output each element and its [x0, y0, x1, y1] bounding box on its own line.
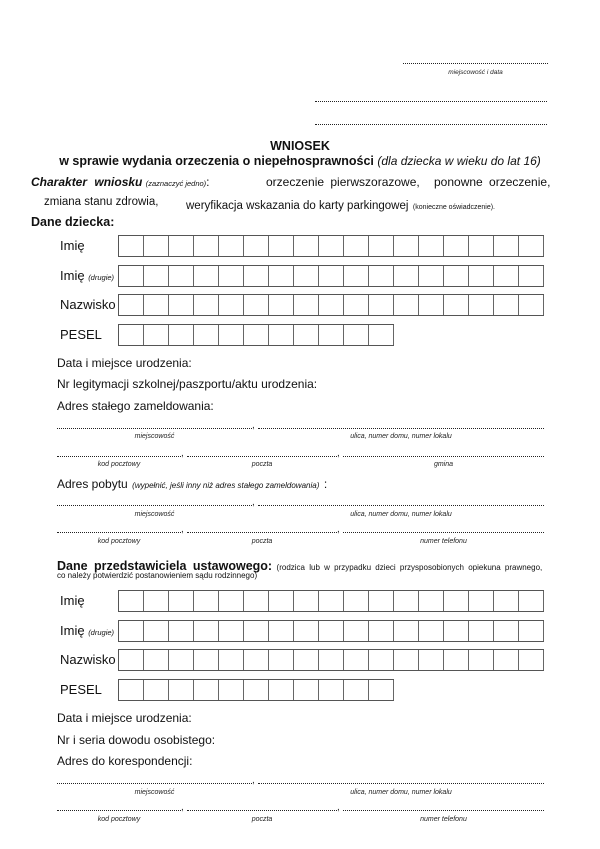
child-stay-post-caption: poczta [251, 538, 273, 545]
char-box[interactable] [519, 621, 544, 641]
char-box[interactable] [444, 650, 469, 670]
char-box[interactable] [469, 266, 494, 286]
char-box[interactable] [319, 236, 344, 256]
char-box[interactable] [369, 295, 394, 315]
child-pesel-label: PESEL [60, 327, 102, 342]
char-box[interactable] [219, 650, 244, 670]
child-second-name-boxes[interactable] [118, 265, 544, 287]
request-type-row-1: Charakter wniosku (zaznaczyć jedno): [31, 175, 210, 189]
child-stay-phone-caption: numer telefonu [420, 538, 467, 545]
option-parking-card[interactable]: weryfikacja wskazania do karty parkingowej [186, 200, 409, 212]
char-box[interactable] [344, 621, 369, 641]
char-box[interactable] [319, 325, 344, 345]
page-subtitle [0, 154, 600, 168]
char-box[interactable] [119, 266, 144, 286]
char-box[interactable] [244, 236, 269, 256]
char-box[interactable] [419, 236, 444, 256]
char-box[interactable] [394, 236, 419, 256]
char-box[interactable] [369, 680, 394, 700]
guardian-section-heading: Dane przedstawiciela ustawowego: (rodzica lub w przypadku dzieci przysposobionych opiekuna prawnego, [57, 559, 543, 573]
char-box[interactable] [419, 266, 444, 286]
option-health-change[interactable]: zmiana stanu zdrowia, [44, 196, 159, 208]
char-box[interactable] [469, 621, 494, 641]
char-box[interactable] [494, 236, 519, 256]
guardian-id-field[interactable] [57, 733, 544, 748]
char-box[interactable] [144, 325, 169, 345]
char-box[interactable] [294, 325, 319, 345]
char-box[interactable] [194, 680, 219, 700]
guardian-first-name-boxes[interactable] [118, 590, 544, 612]
char-box[interactable] [194, 591, 219, 611]
char-box[interactable] [394, 650, 419, 670]
child-perm-commune-line[interactable] [343, 456, 544, 457]
char-box[interactable] [269, 591, 294, 611]
char-box[interactable] [469, 591, 494, 611]
child-stay-postcode-caption: kod pocztowy [97, 538, 141, 545]
char-box[interactable] [144, 650, 169, 670]
guardian-corr-phone-line[interactable] [343, 810, 544, 811]
char-box[interactable] [444, 266, 469, 286]
char-box[interactable] [169, 266, 194, 286]
child-perm-street-line[interactable] [258, 428, 544, 429]
char-box[interactable] [244, 591, 269, 611]
child-document-field[interactable] [57, 377, 544, 392]
char-box[interactable] [419, 650, 444, 670]
child-document-label: Nr legitymacji szkolnej/paszportu/aktu urodzenia: [57, 377, 318, 391]
guardian-pesel-label: PESEL [60, 682, 102, 697]
guardian-surname-label: Nazwisko [60, 652, 116, 667]
char-box[interactable] [369, 266, 394, 286]
child-perm-commune-caption: gmina [433, 461, 454, 468]
char-box[interactable] [194, 266, 219, 286]
child-perm-post-line[interactable] [187, 456, 337, 457]
child-perm-city-line[interactable] [57, 428, 252, 429]
char-box[interactable] [269, 680, 294, 700]
char-box[interactable] [269, 236, 294, 256]
char-box[interactable] [444, 236, 469, 256]
char-box[interactable] [269, 295, 294, 315]
option-parking-note: (konieczne oświadczenie). [412, 204, 495, 211]
guardian-corr-phone-caption: numer telefonu [420, 816, 467, 823]
guardian-second-name-boxes[interactable] [118, 620, 544, 642]
char-box[interactable] [219, 621, 244, 641]
char-box[interactable] [444, 621, 469, 641]
char-box[interactable] [219, 266, 244, 286]
child-perm-street-caption: ulica, numer domu, numer lokalu [350, 433, 452, 440]
char-box[interactable] [494, 621, 519, 641]
char-box[interactable] [519, 236, 544, 256]
place-date-caption: miejscowość i data [448, 69, 503, 76]
guardian-corr-postcode-line[interactable] [57, 810, 181, 811]
subtitle-main: w sprawie wydania orzeczenia o niepełnosprawności [59, 154, 374, 168]
child-section-heading: Dane dziecka: [31, 215, 115, 229]
child-stay-address-heading: Adres pobytu (wypełnić, jeśli inny niż adres stałego zameldowania) : [57, 477, 328, 491]
char-box[interactable] [169, 650, 194, 670]
char-box[interactable] [194, 325, 219, 345]
child-stay-postcode-line[interactable] [57, 532, 181, 533]
char-box[interactable] [519, 650, 544, 670]
char-box[interactable] [219, 325, 244, 345]
char-box[interactable] [194, 295, 219, 315]
char-box[interactable] [244, 680, 269, 700]
char-box[interactable] [394, 591, 419, 611]
char-box[interactable] [119, 591, 144, 611]
char-box[interactable] [169, 680, 194, 700]
char-box[interactable] [294, 236, 319, 256]
option-parking-card-row [186, 196, 495, 214]
child-permanent-address-label: Adres stałego zameldowania: [57, 399, 214, 413]
request-type-hint: (zaznaczyć jedno) [145, 179, 207, 188]
recipient-line-2[interactable] [315, 124, 547, 125]
char-box[interactable] [294, 591, 319, 611]
char-box[interactable] [169, 591, 194, 611]
char-box[interactable] [369, 591, 394, 611]
char-box[interactable] [519, 266, 544, 286]
char-box[interactable] [119, 621, 144, 641]
char-box[interactable] [369, 650, 394, 670]
child-second-name-label: Imię (drugie) [60, 268, 115, 283]
child-perm-postcode-line[interactable] [57, 456, 181, 457]
char-box[interactable] [269, 325, 294, 345]
guardian-id-label: Nr i seria dowodu osobistego: [57, 733, 216, 747]
guardian-heading-note-2: co należy potwierdzić postanowieniem sądu rodzinnego) [57, 571, 258, 580]
child-perm-postcode-caption: kod pocztowy [97, 461, 141, 468]
place-date-line[interactable] [403, 63, 548, 64]
char-box[interactable] [469, 295, 494, 315]
child-stay-city-line[interactable] [57, 505, 252, 506]
char-box[interactable] [294, 680, 319, 700]
char-box[interactable] [194, 650, 219, 670]
char-box[interactable] [119, 236, 144, 256]
child-surname-boxes[interactable] [118, 294, 544, 316]
child-pesel-boxes[interactable] [118, 324, 394, 346]
char-box[interactable] [319, 621, 344, 641]
child-perm-post-caption: poczta [251, 461, 273, 468]
char-box[interactable] [394, 295, 419, 315]
guardian-corr-city-caption: miejscowość [134, 789, 175, 796]
char-box[interactable] [269, 266, 294, 286]
char-box[interactable] [269, 650, 294, 670]
guardian-corr-street-line[interactable] [258, 783, 544, 784]
char-box[interactable] [494, 266, 519, 286]
child-surname-label: Nazwisko [60, 297, 116, 312]
guardian-surname-boxes[interactable] [118, 649, 544, 671]
char-box[interactable] [344, 325, 369, 345]
guardian-birth-field[interactable] [57, 711, 544, 726]
option-first-time[interactable]: orzeczenie pierwszorazowe, [266, 175, 420, 189]
recipient-line-1[interactable] [315, 101, 547, 102]
char-box[interactable] [244, 266, 269, 286]
char-box[interactable] [294, 621, 319, 641]
char-box[interactable] [144, 680, 169, 700]
subtitle-note: (dla dziecka w wieku do lat 16) [377, 154, 541, 168]
char-box[interactable] [394, 621, 419, 641]
option-repeat[interactable]: ponowne orzeczenie, [434, 175, 551, 189]
guardian-corr-post-caption: poczta [251, 816, 273, 823]
char-box[interactable] [144, 266, 169, 286]
char-box[interactable] [394, 266, 419, 286]
char-box[interactable] [294, 295, 319, 315]
char-box[interactable] [344, 295, 369, 315]
child-first-name-boxes[interactable] [118, 235, 544, 257]
char-box[interactable] [369, 621, 394, 641]
char-box[interactable] [294, 266, 319, 286]
char-box[interactable] [169, 621, 194, 641]
char-box[interactable] [519, 591, 544, 611]
char-box[interactable] [319, 591, 344, 611]
char-box[interactable] [469, 236, 494, 256]
child-birth-field[interactable] [57, 356, 544, 371]
char-box[interactable] [419, 621, 444, 641]
guardian-pesel-boxes[interactable] [118, 679, 394, 701]
char-box[interactable] [319, 680, 344, 700]
child-first-name-label: Imię [60, 238, 85, 253]
char-box[interactable] [269, 621, 294, 641]
char-box[interactable] [169, 325, 194, 345]
char-box[interactable] [469, 650, 494, 670]
child-stay-street-line[interactable] [258, 505, 544, 506]
char-box[interactable] [519, 295, 544, 315]
guardian-second-name-label: Imię (drugie) [60, 623, 115, 638]
char-box[interactable] [219, 591, 244, 611]
char-box[interactable] [494, 591, 519, 611]
char-box[interactable] [419, 295, 444, 315]
guardian-birth-label: Data i miejsce urodzenia: [57, 711, 192, 725]
char-box[interactable] [494, 295, 519, 315]
char-box[interactable] [219, 295, 244, 315]
char-box[interactable] [244, 650, 269, 670]
guardian-corr-postcode-caption: kod pocztowy [97, 816, 141, 823]
char-box[interactable] [119, 650, 144, 670]
char-box[interactable] [119, 295, 144, 315]
char-box[interactable] [444, 591, 469, 611]
char-box[interactable] [244, 325, 269, 345]
char-box[interactable] [419, 591, 444, 611]
char-box[interactable] [169, 295, 194, 315]
char-box[interactable] [444, 295, 469, 315]
char-box[interactable] [294, 650, 319, 670]
char-box[interactable] [144, 295, 169, 315]
child-stay-phone-line[interactable] [343, 532, 544, 533]
char-box[interactable] [369, 236, 394, 256]
char-box[interactable] [194, 621, 219, 641]
child-stay-post-line[interactable] [187, 532, 337, 533]
child-stay-city-caption: miejscowość [134, 511, 175, 518]
char-box[interactable] [319, 295, 344, 315]
char-box[interactable] [194, 236, 219, 256]
char-box[interactable] [494, 650, 519, 670]
guardian-first-name-label: Imię [60, 593, 85, 608]
char-box[interactable] [244, 295, 269, 315]
child-stay-street-caption: ulica, numer domu, numer lokalu [350, 511, 452, 518]
char-box[interactable] [344, 266, 369, 286]
char-box[interactable] [119, 680, 144, 700]
child-perm-city-caption: miejscowość [134, 433, 175, 440]
char-box[interactable] [169, 236, 194, 256]
char-box[interactable] [344, 680, 369, 700]
request-type-label: Charakter wniosku [31, 175, 143, 189]
guardian-correspondence-label: Adres do korespondencji: [57, 754, 193, 768]
char-box[interactable] [144, 236, 169, 256]
char-box[interactable] [219, 680, 244, 700]
char-box[interactable] [144, 591, 169, 611]
guardian-corr-street-caption: ulica, numer domu, numer lokalu [350, 789, 452, 796]
char-box[interactable] [319, 650, 344, 670]
char-box[interactable] [244, 621, 269, 641]
child-birth-label: Data i miejsce urodzenia: [57, 356, 192, 370]
char-box[interactable] [344, 591, 369, 611]
guardian-corr-post-line[interactable] [187, 810, 337, 811]
guardian-corr-city-line[interactable] [57, 783, 252, 784]
char-box[interactable] [144, 621, 169, 641]
char-box[interactable] [344, 650, 369, 670]
char-box[interactable] [319, 266, 344, 286]
char-box[interactable] [119, 325, 144, 345]
char-box[interactable] [219, 236, 244, 256]
page-title: WNIOSEK [270, 139, 330, 153]
char-box[interactable] [369, 325, 394, 345]
char-box[interactable] [344, 236, 369, 256]
